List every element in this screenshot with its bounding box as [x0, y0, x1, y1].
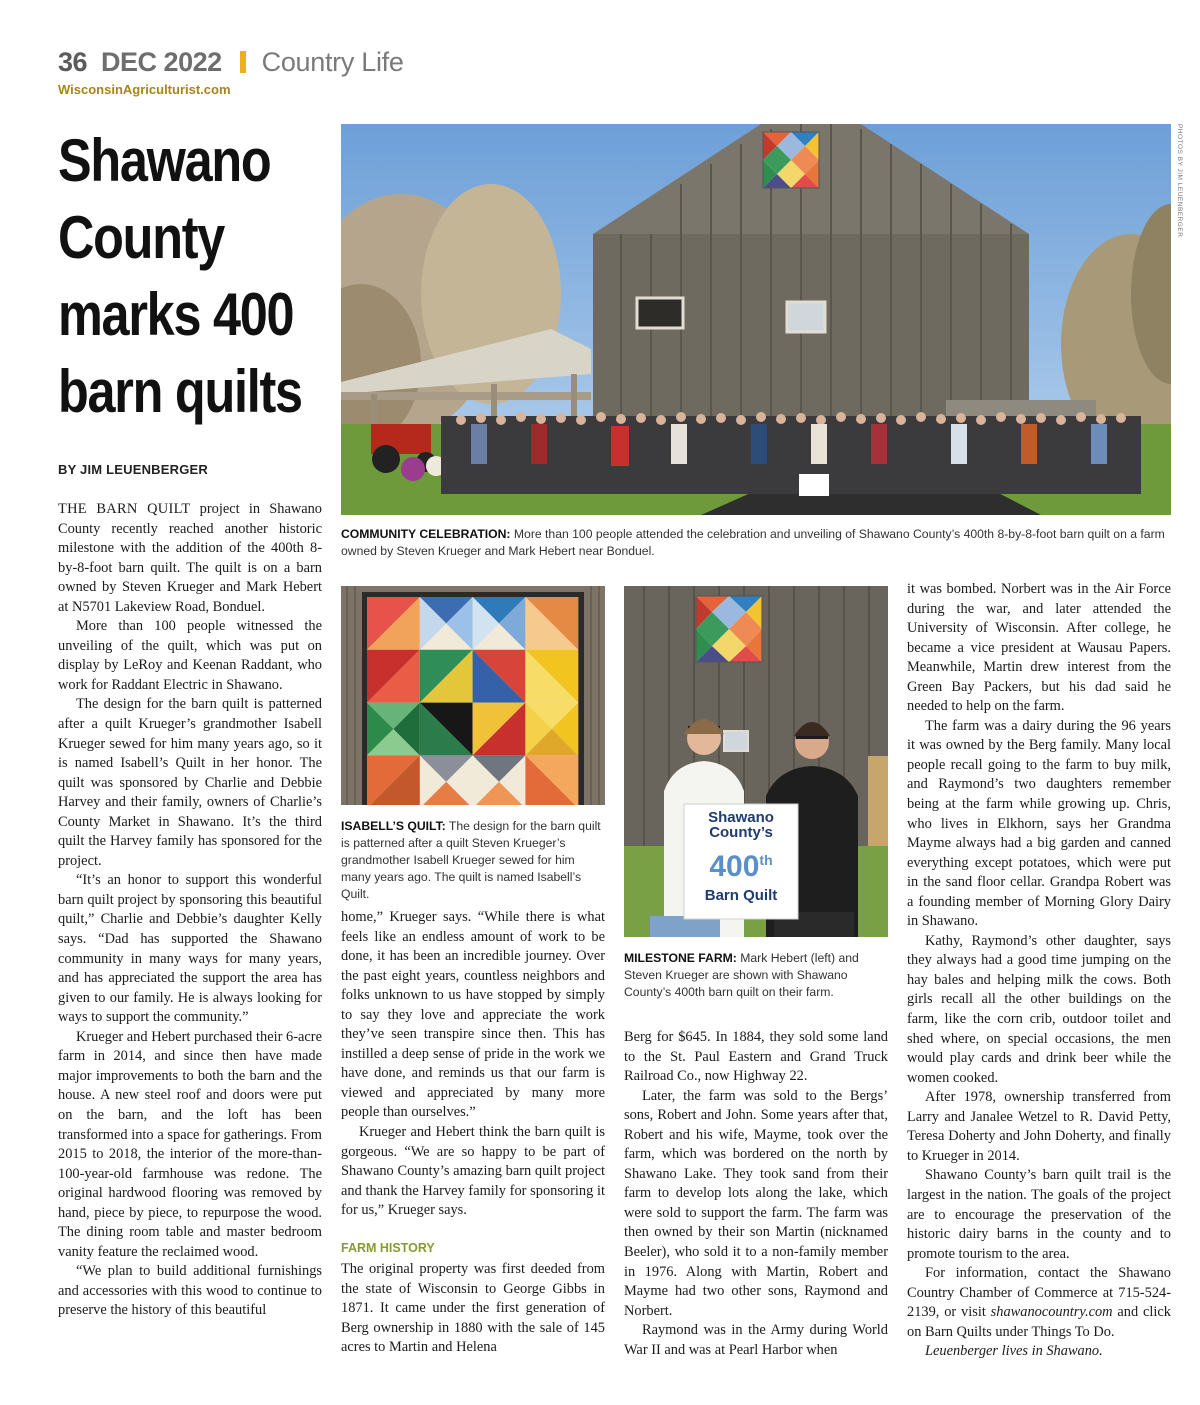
- body-paragraph: Shawano County’s barn quilt trail is the largest in the nation. The goals of the project are to encourage the preservation of the historic dairy barns in the county and to promote tourism to the area.: [907, 1167, 1171, 1262]
- caption-text: More than 100 people attended the celebration and unveiling of Shawano County’s 400th 8-by-8-foot barn quilt on a farm owned by Steven Krueger and Mark Hebert near Bonduel.: [341, 527, 1165, 558]
- issue-date: DEC 2022: [101, 46, 222, 77]
- website-reference[interactable]: shawanocountry.com: [990, 1304, 1113, 1321]
- headline-line: Shawano: [58, 127, 271, 194]
- subheading: FARM HISTORY: [341, 1240, 435, 1255]
- headline: [58, 122, 302, 430]
- caption-text: The design for the barn quilt is patterned after a quilt Steven Krueger’s grandmother Isabell Krueger sewed for him many years ago. The quilt is named Isabell’s Quilt.: [341, 819, 601, 901]
- sign-line: County’s: [709, 824, 773, 841]
- body-paragraph: The farm was a dairy during the 96 years it was owned by the Berg family. Many local people recall going to the farm to buy milk, and Raymond’s two daughters remember being at the farm while growing up. Chris, who lives in Elkhorn, says her Grandma Mayme always had a big garden and canned everything except potatoes, which were put in the sand floor cellar. Grandpa Robert was a founding member of Morning Glory Dairy in Shawano.: [907, 717, 1171, 930]
- body-paragraph: The design for the barn quilt is patterned after a quilt Krueger’s grandmother Isabell Krueger sewed for him many years ago, so it is named Isabell’s Quilt in her honor. The quilt was sponsored by Charlie and Debbie Harvey and their family, owners of Charlie’s County Market in Shawano. It’s the third quilt the Harvey family has sponsored for the project.: [58, 696, 322, 869]
- caption-label: ISABELL’S QUILT:: [341, 819, 446, 833]
- sign-number: 400th: [709, 850, 773, 883]
- body-paragraph: it was bombed. Norbert was in the Air Force during the war, and later attended the University of Wisconsin. After college, he became a vice president at Wausau Papers. Meanwhile, Martin drew interest from the Green Bay Packers, but his dad said he needed to help on the farm.: [907, 581, 1171, 715]
- caption-label: MILESTONE FARM:: [624, 951, 737, 965]
- article-column-4: [907, 580, 1171, 1362]
- headline-line: County: [58, 204, 225, 271]
- body-paragraph: Krueger and Hebert purchased their 6-acre farm in 2014, and since then have made major improvements to both the barn and the house. A new steel roof and doors were put on the barn, and the loft has been transformed into a space for gatherings. From 2015 to 2018, the interior of the more-than-100-year-old farmhouse was redone. The original hardwood flooring was removed by hand, piece by piece, to repurpose the wood. The dining room table and master bedroom vanity feature the reclaimed wood.: [58, 1028, 322, 1260]
- headline-line: barn quilts: [58, 358, 302, 425]
- body-paragraph: After 1978, ownership transferred from Larry and Janalee Wetzel to R. David Petty, Teresa Doherty and John Doherty, and finally to Krueger in 2014.: [907, 1089, 1171, 1164]
- lead-paragraph: THE BARN QUILT project in Shawano County recently reached another historic milestone with the addition of the 400th 8-by-8-foot barn quilt. The quilt is on a barn owned by Steven Krueger and Mark Hebert at N5701 Lakeview Road, Bonduel.: [58, 501, 322, 615]
- lead-caps: THE BARN QUILT: [58, 501, 191, 517]
- body-paragraph: Raymond was in the Army during World War II and was at Pearl Harbor when: [624, 1322, 888, 1358]
- body-paragraph: “We plan to build additional furnishings and accessories with this wood to continue to preserve the history of this beautiful: [58, 1263, 322, 1319]
- body-paragraph: Later, the farm was sold to the Bergs’ sons, Robert and John. Some years after that, Robert and his wife, Mayme, took over the farm, which was bordered on the north by Shawano Lake. They took sand from their farm to develop lots along the lake, which were sold to support the farm. The farm was then owned by their son Martin (nicknamed Beeler), who sold it to a non-family member in 1976. Along with Martin, Robert and Mayme had two other sons, Raymond and Norbert.: [624, 1087, 888, 1319]
- body-paragraph: For information, contact the Shawano Country Chamber of Commerce at 715-524-2139, or visit shawanocountry.com and click on Barn Quilts under Things To Do.: [907, 1265, 1171, 1340]
- crowd-group: [441, 412, 1141, 496]
- page-number: 36: [58, 46, 88, 77]
- sign-text: [684, 804, 798, 919]
- body-paragraph: Krueger and Hebert think the barn quilt is gorgeous. “We are so happy to be part of Shawano County’s amazing barn quilt project and thank the Harvey family for sponsoring it for us,” Krueger says.: [341, 1124, 605, 1219]
- community-celebration-photo: [341, 124, 1171, 515]
- website-link[interactable]: WisconsinAgriculturist.com: [58, 82, 231, 97]
- body-paragraph: The original property was first deeded from the state of Wisconsin to George Gibbs in 1871. It came under the first generation of Berg ownership in 1880 with the sale of 145 acres to Martin and Helena: [341, 1261, 605, 1356]
- body-paragraph: More than 100 people witnessed the unveiling of the quilt, which was put on display by LeRoy and Keenan Raddant, who work for Raddant Electric in Shawano.: [58, 618, 322, 693]
- article-column-3: [624, 1028, 888, 1360]
- article-column-1: [58, 500, 322, 1321]
- body-paragraph: home,” Krueger says. “While there is what feels like an endless amount of work to be done, it has been an incredible journey. Over the past eight years, countless neighbors and folks unknown to us have stopped by simply to say they love and appreciate the work they’ve seen transpire since then. This has instilled a deep sense of pride in the work we have done, and reminds us that our farm is viewed and appreciated by many more people than ourselves.”: [341, 909, 605, 1121]
- accent-divider: [240, 51, 246, 73]
- article-column-2: [341, 908, 605, 1358]
- isabells-quilt-photo: [341, 586, 605, 805]
- caption-label: COMMUNITY CELEBRATION:: [341, 527, 511, 541]
- body-paragraph: Berg for $645. In 1884, they sold some land to the St. Paul Eastern and Grand Truck Railroad Co., now Highway 22.: [624, 1029, 888, 1085]
- caption-text: Mark Hebert (left) and Steven Krueger are shown with Shawano County’s 400th barn quilt on their farm.: [624, 951, 859, 999]
- photo-credit: PHOTOS BY JIM LEUENBERGER: [1176, 124, 1183, 238]
- byline: BY JIM LEUENBERGER: [58, 462, 208, 477]
- sign-line: Barn Quilt: [704, 887, 778, 904]
- author-note: Leuenberger lives in Shawano.: [925, 1343, 1103, 1360]
- quilt-photo-caption: [341, 818, 605, 903]
- page-folio: [58, 44, 404, 80]
- sign-line: Shawano: [708, 809, 774, 826]
- headline-line: marks 400: [58, 281, 294, 348]
- body-paragraph: “It’s an honor to support this wonderful barn quilt project by sponsoring this beautiful quilt,” Charlie and Debbie’s daughter Kelly says. “Dad has supported the Shawano community in many ways for many years, and has appreciated the support the area has given to our family. He is always looking for ways to support the community.”: [58, 872, 322, 1026]
- main-photo-caption: [341, 526, 1171, 560]
- body-paragraph: Kathy, Raymond’s other daughter, says they always had a good time jumping on the hay bales and helping milk the cows. Both girls recall all the other buildings on the farm, like the corn crib, outdoor toilet and shed where, on special occasions, the men would play cards and drink beer while the women cooked.: [907, 932, 1171, 1086]
- section-name: Country Life: [261, 46, 404, 77]
- farm-photo-caption: [624, 950, 888, 1001]
